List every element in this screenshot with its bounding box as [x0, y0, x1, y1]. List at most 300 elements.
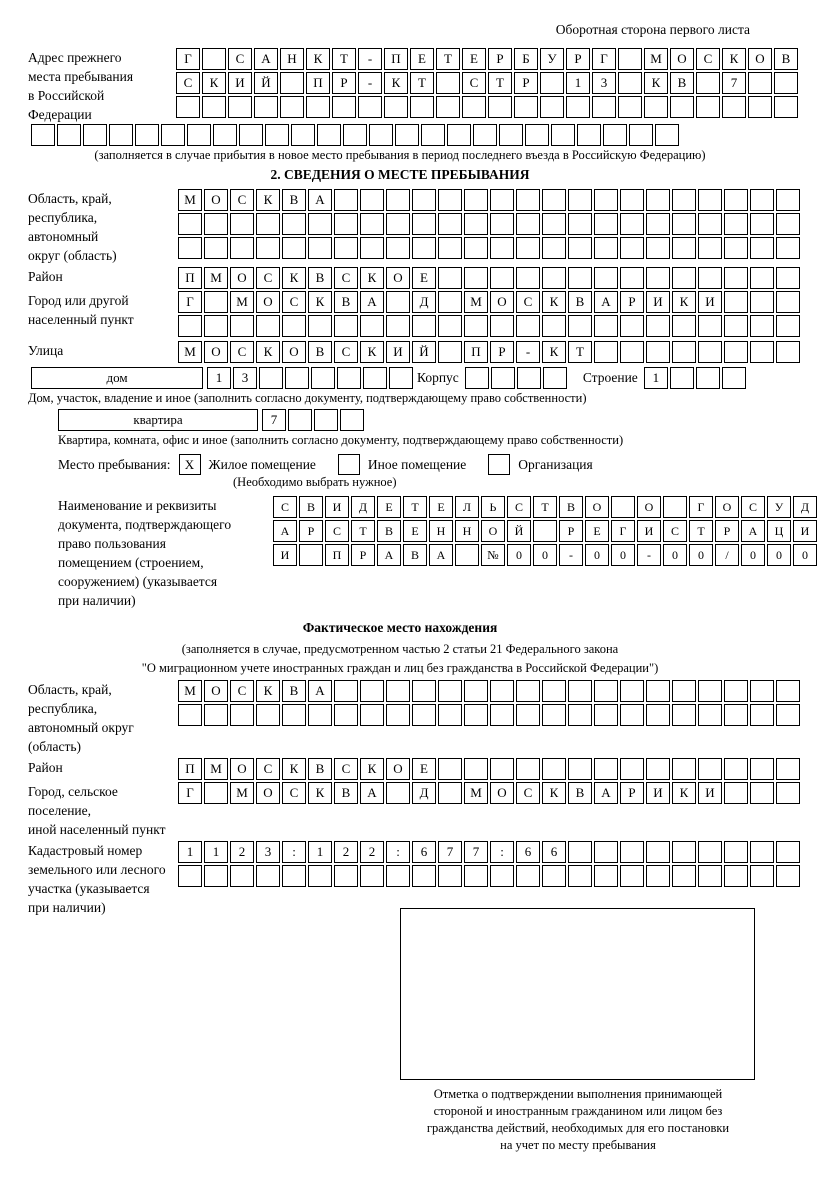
char-box[interactable]: Р [715, 520, 739, 542]
char-box[interactable] [543, 367, 567, 389]
char-box[interactable] [464, 680, 488, 702]
char-box[interactable]: О [256, 291, 280, 313]
char-box[interactable]: С [230, 189, 254, 211]
char-box[interactable] [308, 865, 332, 887]
char-box[interactable] [230, 315, 254, 337]
char-box[interactable] [620, 704, 644, 726]
char-box[interactable] [285, 367, 309, 389]
char-box[interactable] [282, 237, 306, 259]
char-box[interactable]: С [334, 758, 358, 780]
char-box[interactable] [672, 680, 696, 702]
char-box[interactable]: : [386, 841, 410, 863]
char-box[interactable]: С [334, 341, 358, 363]
char-box[interactable] [438, 189, 462, 211]
char-box[interactable]: П [178, 758, 202, 780]
char-box[interactable]: П [464, 341, 488, 363]
char-box[interactable] [750, 267, 774, 289]
char-box[interactable]: О [585, 496, 609, 518]
char-box[interactable] [516, 267, 540, 289]
char-box[interactable]: 0 [741, 544, 765, 566]
char-box[interactable]: Р [332, 72, 356, 94]
char-box[interactable]: К [384, 72, 408, 94]
char-box[interactable] [161, 124, 185, 146]
char-box[interactable] [542, 680, 566, 702]
char-box[interactable]: Р [620, 291, 644, 313]
char-box[interactable] [438, 865, 462, 887]
char-box[interactable] [750, 841, 774, 863]
char-box[interactable]: Г [178, 291, 202, 313]
char-box[interactable]: Т [410, 72, 434, 94]
char-box[interactable] [499, 124, 523, 146]
char-box[interactable]: Г [592, 48, 616, 70]
char-box[interactable]: А [360, 291, 384, 313]
char-box[interactable] [750, 680, 774, 702]
char-box[interactable]: : [282, 841, 306, 863]
char-box[interactable] [363, 367, 387, 389]
char-box[interactable] [594, 841, 618, 863]
char-box[interactable]: П [306, 72, 330, 94]
stay-place-option-1-checkbox[interactable] [338, 454, 360, 475]
char-box[interactable]: В [377, 520, 401, 542]
char-box[interactable]: 0 [585, 544, 609, 566]
char-box[interactable] [672, 704, 696, 726]
char-box[interactable] [299, 544, 323, 566]
char-box[interactable]: Й [412, 341, 436, 363]
char-box[interactable]: П [178, 267, 202, 289]
char-box[interactable]: С [741, 496, 765, 518]
char-box[interactable] [568, 704, 592, 726]
char-box[interactable]: Р [566, 48, 590, 70]
char-box[interactable] [644, 96, 668, 118]
char-box[interactable]: 1 [308, 841, 332, 863]
char-box[interactable] [334, 213, 358, 235]
char-box[interactable] [516, 315, 540, 337]
char-box[interactable]: 7 [438, 841, 462, 863]
char-box[interactable] [776, 237, 800, 259]
char-box[interactable]: 7 [262, 409, 286, 431]
char-box[interactable] [412, 237, 436, 259]
char-box[interactable]: 0 [767, 544, 791, 566]
char-box[interactable] [724, 267, 748, 289]
char-box[interactable]: Р [559, 520, 583, 542]
char-box[interactable]: Н [280, 48, 304, 70]
char-box[interactable]: О [715, 496, 739, 518]
char-box[interactable] [568, 680, 592, 702]
char-box[interactable] [308, 315, 332, 337]
char-box[interactable] [317, 124, 341, 146]
char-box[interactable]: К [256, 680, 280, 702]
char-box[interactable]: В [334, 782, 358, 804]
char-box[interactable]: С [507, 496, 531, 518]
char-box[interactable] [340, 409, 364, 431]
char-box[interactable]: О [670, 48, 694, 70]
char-box[interactable]: В [403, 544, 427, 566]
char-box[interactable] [592, 96, 616, 118]
char-box[interactable]: К [542, 291, 566, 313]
char-box[interactable] [230, 865, 254, 887]
char-box[interactable]: И [793, 520, 817, 542]
char-box[interactable] [386, 865, 410, 887]
char-box[interactable] [490, 213, 514, 235]
char-box[interactable] [722, 96, 746, 118]
char-box[interactable] [386, 315, 410, 337]
char-box[interactable]: В [568, 782, 592, 804]
char-box[interactable]: С [282, 782, 306, 804]
char-box[interactable]: А [377, 544, 401, 566]
char-box[interactable] [540, 72, 564, 94]
char-box[interactable] [542, 315, 566, 337]
char-box[interactable] [542, 189, 566, 211]
char-box[interactable]: Т [351, 520, 375, 542]
char-box[interactable] [611, 496, 635, 518]
char-box[interactable] [698, 315, 722, 337]
char-box[interactable] [464, 267, 488, 289]
char-box[interactable] [620, 189, 644, 211]
char-box[interactable] [334, 315, 358, 337]
char-box[interactable] [776, 189, 800, 211]
char-box[interactable] [698, 841, 722, 863]
char-box[interactable]: 1 [566, 72, 590, 94]
char-box[interactable] [514, 96, 538, 118]
char-box[interactable]: - [358, 72, 382, 94]
char-box[interactable] [620, 213, 644, 235]
char-box[interactable] [646, 841, 670, 863]
char-box[interactable] [646, 341, 670, 363]
char-box[interactable] [646, 758, 670, 780]
char-box[interactable] [490, 237, 514, 259]
char-box[interactable]: О [282, 341, 306, 363]
char-box[interactable] [724, 315, 748, 337]
char-box[interactable]: Й [507, 520, 531, 542]
char-box[interactable] [256, 704, 280, 726]
char-box[interactable] [672, 315, 696, 337]
char-box[interactable]: И [273, 544, 297, 566]
char-box[interactable]: К [542, 782, 566, 804]
char-box[interactable] [178, 315, 202, 337]
char-box[interactable]: 0 [689, 544, 713, 566]
char-box[interactable]: К [360, 758, 384, 780]
char-box[interactable] [230, 213, 254, 235]
char-box[interactable]: С [462, 72, 486, 94]
char-box[interactable] [360, 237, 384, 259]
char-box[interactable]: Е [412, 758, 436, 780]
char-box[interactable]: П [325, 544, 349, 566]
char-box[interactable]: 0 [507, 544, 531, 566]
char-box[interactable]: Г [611, 520, 635, 542]
char-box[interactable] [750, 782, 774, 804]
char-box[interactable] [438, 315, 462, 337]
char-box[interactable]: Т [332, 48, 356, 70]
char-box[interactable] [750, 865, 774, 887]
char-box[interactable]: 0 [533, 544, 557, 566]
char-box[interactable]: А [429, 544, 453, 566]
char-box[interactable] [568, 189, 592, 211]
char-box[interactable]: Т [436, 48, 460, 70]
char-box[interactable] [620, 267, 644, 289]
char-box[interactable] [491, 367, 515, 389]
char-box[interactable] [187, 124, 211, 146]
char-box[interactable]: Л [455, 496, 479, 518]
char-box[interactable] [620, 315, 644, 337]
char-box[interactable] [516, 704, 540, 726]
char-box[interactable] [568, 758, 592, 780]
char-box[interactable] [542, 758, 566, 780]
char-box[interactable]: 6 [516, 841, 540, 863]
char-box[interactable]: Р [488, 48, 512, 70]
char-box[interactable] [265, 124, 289, 146]
char-box[interactable]: К [722, 48, 746, 70]
char-box[interactable]: М [178, 341, 202, 363]
char-box[interactable] [776, 680, 800, 702]
char-box[interactable] [178, 704, 202, 726]
char-box[interactable]: К [202, 72, 226, 94]
char-box[interactable]: В [670, 72, 694, 94]
char-box[interactable] [412, 213, 436, 235]
char-box[interactable] [202, 48, 226, 70]
char-box[interactable] [464, 189, 488, 211]
char-box[interactable] [360, 315, 384, 337]
char-box[interactable]: Е [585, 520, 609, 542]
char-box[interactable] [698, 680, 722, 702]
char-box[interactable] [568, 267, 592, 289]
char-box[interactable]: 1 [178, 841, 202, 863]
char-box[interactable] [386, 680, 410, 702]
char-box[interactable] [421, 124, 445, 146]
char-box[interactable] [204, 315, 228, 337]
char-box[interactable] [462, 96, 486, 118]
char-box[interactable]: В [774, 48, 798, 70]
char-box[interactable]: 2 [230, 841, 254, 863]
char-box[interactable]: И [646, 291, 670, 313]
char-box[interactable] [358, 96, 382, 118]
char-box[interactable]: Б [514, 48, 538, 70]
char-box[interactable]: К [644, 72, 668, 94]
char-box[interactable]: В [308, 341, 332, 363]
char-box[interactable] [672, 758, 696, 780]
char-box[interactable]: В [308, 267, 332, 289]
char-box[interactable] [724, 341, 748, 363]
char-box[interactable] [334, 865, 358, 887]
char-box[interactable] [490, 315, 514, 337]
char-box[interactable]: - [559, 544, 583, 566]
char-box[interactable]: К [542, 341, 566, 363]
char-box[interactable] [594, 704, 618, 726]
char-box[interactable] [464, 758, 488, 780]
char-box[interactable] [698, 865, 722, 887]
char-box[interactable] [516, 865, 540, 887]
char-box[interactable] [620, 758, 644, 780]
char-box[interactable]: Т [488, 72, 512, 94]
char-box[interactable]: С [256, 267, 280, 289]
char-box[interactable] [438, 213, 462, 235]
char-box[interactable] [724, 782, 748, 804]
char-box[interactable] [750, 704, 774, 726]
char-box[interactable] [594, 237, 618, 259]
char-box[interactable]: Е [377, 496, 401, 518]
char-box[interactable]: Н [429, 520, 453, 542]
char-box[interactable]: 3 [233, 367, 257, 389]
char-box[interactable] [542, 213, 566, 235]
char-box[interactable] [724, 291, 748, 313]
char-box[interactable] [291, 124, 315, 146]
char-box[interactable] [750, 291, 774, 313]
char-box[interactable] [490, 189, 514, 211]
char-box[interactable] [776, 841, 800, 863]
char-box[interactable] [724, 704, 748, 726]
char-box[interactable] [412, 315, 436, 337]
char-box[interactable]: К [282, 758, 306, 780]
char-box[interactable] [577, 124, 601, 146]
char-box[interactable] [282, 315, 306, 337]
char-box[interactable] [412, 865, 436, 887]
char-box[interactable] [533, 520, 557, 542]
char-box[interactable]: В [308, 758, 332, 780]
char-box[interactable] [256, 237, 280, 259]
char-box[interactable] [204, 782, 228, 804]
char-box[interactable]: Г [176, 48, 200, 70]
char-box[interactable]: 7 [464, 841, 488, 863]
char-box[interactable]: К [672, 291, 696, 313]
char-box[interactable]: В [334, 291, 358, 313]
char-box[interactable]: И [646, 782, 670, 804]
char-box[interactable] [464, 237, 488, 259]
char-box[interactable] [360, 704, 384, 726]
char-box[interactable] [724, 758, 748, 780]
char-box[interactable] [776, 704, 800, 726]
char-box[interactable] [750, 237, 774, 259]
char-box[interactable] [412, 704, 436, 726]
char-box[interactable] [410, 96, 434, 118]
char-box[interactable] [750, 341, 774, 363]
char-box[interactable] [696, 367, 720, 389]
char-box[interactable]: У [767, 496, 791, 518]
char-box[interactable] [722, 367, 746, 389]
char-box[interactable] [774, 96, 798, 118]
char-box[interactable] [568, 237, 592, 259]
char-box[interactable] [646, 189, 670, 211]
char-box[interactable]: Д [412, 782, 436, 804]
char-box[interactable]: О [748, 48, 772, 70]
char-box[interactable]: Р [299, 520, 323, 542]
char-box[interactable] [343, 124, 367, 146]
char-box[interactable]: В [559, 496, 583, 518]
stamp-area-box[interactable] [400, 908, 755, 1080]
char-box[interactable]: Р [514, 72, 538, 94]
char-box[interactable] [438, 680, 462, 702]
char-box[interactable] [776, 291, 800, 313]
char-box[interactable] [776, 267, 800, 289]
char-box[interactable] [672, 213, 696, 235]
char-box[interactable] [646, 680, 670, 702]
char-box[interactable]: А [741, 520, 765, 542]
char-box[interactable]: С [228, 48, 252, 70]
char-box[interactable] [698, 237, 722, 259]
char-box[interactable] [776, 758, 800, 780]
char-box[interactable] [568, 213, 592, 235]
char-box[interactable]: С [696, 48, 720, 70]
char-box[interactable] [618, 48, 642, 70]
char-box[interactable] [672, 189, 696, 211]
char-box[interactable]: М [230, 291, 254, 313]
char-box[interactable]: - [637, 544, 661, 566]
char-box[interactable] [447, 124, 471, 146]
char-box[interactable] [568, 315, 592, 337]
char-box[interactable] [259, 367, 283, 389]
char-box[interactable]: О [230, 758, 254, 780]
char-box[interactable] [603, 124, 627, 146]
char-box[interactable]: А [254, 48, 278, 70]
char-box[interactable]: К [282, 267, 306, 289]
char-box[interactable] [490, 865, 514, 887]
char-box[interactable]: Д [412, 291, 436, 313]
char-box[interactable] [750, 189, 774, 211]
char-box[interactable]: : [490, 841, 514, 863]
char-box[interactable] [256, 315, 280, 337]
char-box[interactable] [698, 341, 722, 363]
char-box[interactable]: К [672, 782, 696, 804]
char-box[interactable] [620, 237, 644, 259]
char-box[interactable] [594, 267, 618, 289]
char-box[interactable]: С [176, 72, 200, 94]
char-box[interactable] [542, 237, 566, 259]
char-box[interactable]: Н [455, 520, 479, 542]
char-box[interactable]: С [663, 520, 687, 542]
char-box[interactable] [655, 124, 679, 146]
char-box[interactable] [542, 865, 566, 887]
char-box[interactable]: П [384, 48, 408, 70]
char-box[interactable] [204, 704, 228, 726]
char-box[interactable] [490, 704, 514, 726]
char-box[interactable] [389, 367, 413, 389]
char-box[interactable]: К [360, 341, 384, 363]
char-box[interactable]: О [490, 782, 514, 804]
char-box[interactable]: И [228, 72, 252, 94]
char-box[interactable] [386, 704, 410, 726]
char-box[interactable] [308, 704, 332, 726]
char-box[interactable] [594, 341, 618, 363]
char-box[interactable] [308, 237, 332, 259]
char-box[interactable]: К [256, 341, 280, 363]
char-box[interactable]: 2 [334, 841, 358, 863]
char-box[interactable] [464, 704, 488, 726]
char-box[interactable] [698, 213, 722, 235]
char-box[interactable]: М [464, 782, 488, 804]
char-box[interactable]: - [516, 341, 540, 363]
char-box[interactable] [672, 341, 696, 363]
char-box[interactable]: М [204, 267, 228, 289]
char-box[interactable]: Е [412, 267, 436, 289]
stay-place-option-2-checkbox[interactable] [488, 454, 510, 475]
char-box[interactable]: О [481, 520, 505, 542]
char-box[interactable] [620, 841, 644, 863]
char-box[interactable]: С [325, 520, 349, 542]
char-box[interactable]: В [299, 496, 323, 518]
char-box[interactable] [360, 680, 384, 702]
char-box[interactable]: - [358, 48, 382, 70]
char-box[interactable] [455, 544, 479, 566]
char-box[interactable]: К [256, 189, 280, 211]
char-box[interactable] [525, 124, 549, 146]
char-box[interactable] [239, 124, 263, 146]
char-box[interactable] [438, 267, 462, 289]
char-box[interactable]: К [308, 291, 332, 313]
char-box[interactable] [594, 680, 618, 702]
char-box[interactable] [594, 865, 618, 887]
char-box[interactable]: 0 [611, 544, 635, 566]
char-box[interactable] [776, 315, 800, 337]
char-box[interactable] [490, 758, 514, 780]
char-box[interactable]: 0 [793, 544, 817, 566]
